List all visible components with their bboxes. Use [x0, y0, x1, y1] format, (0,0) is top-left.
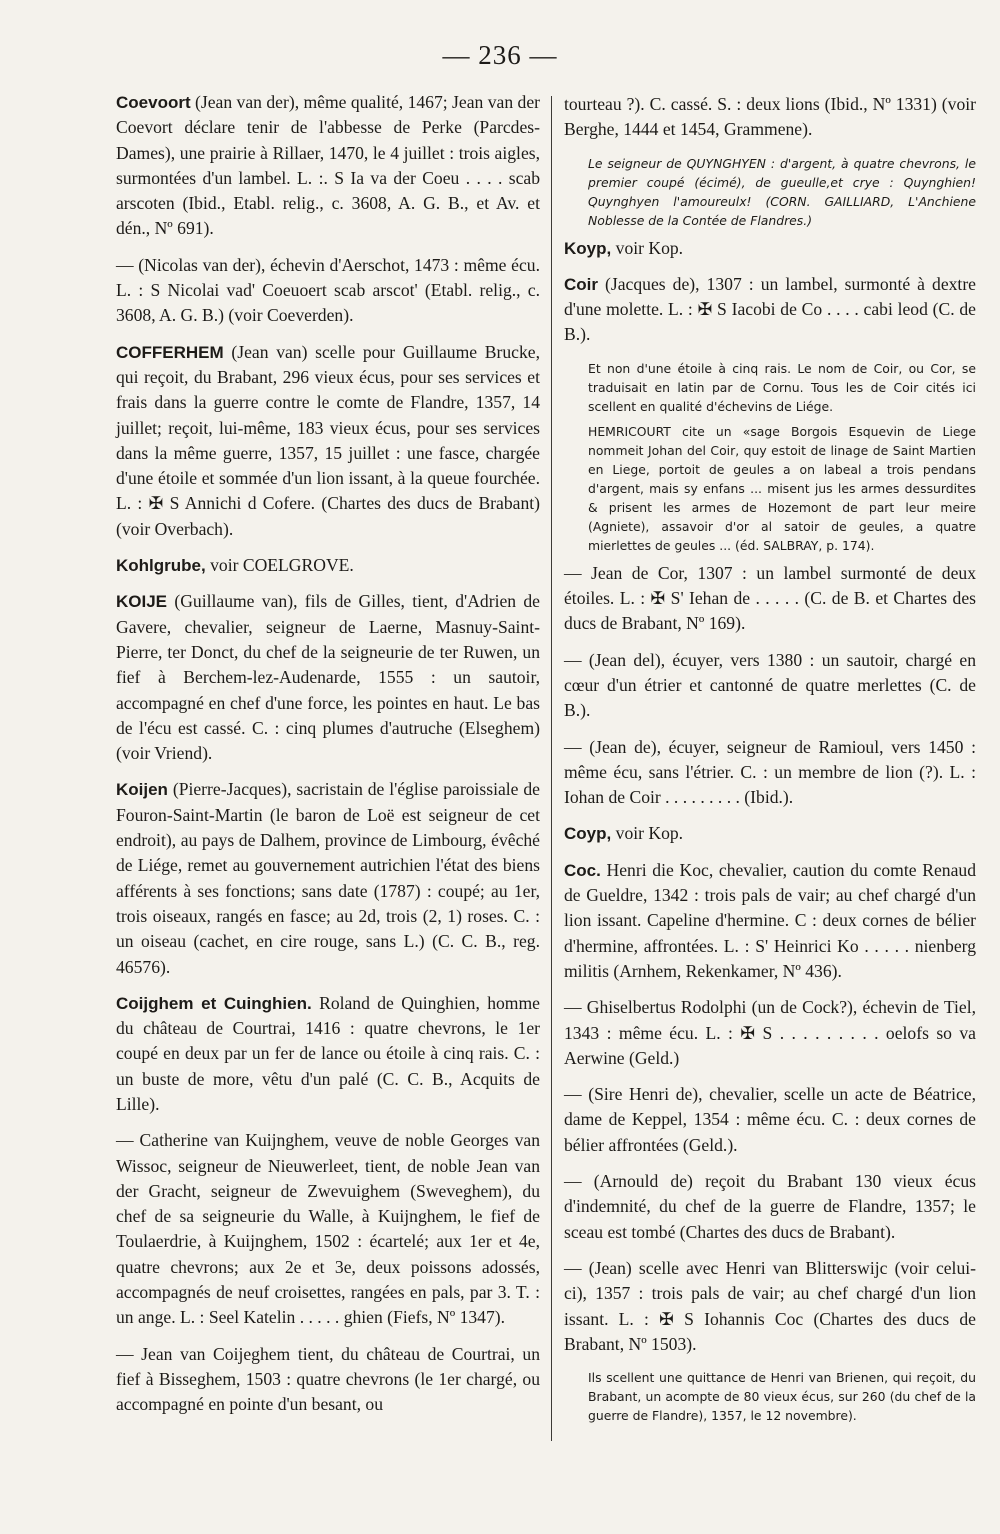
entry-lead: COFFERHEM [116, 342, 224, 362]
entry-coir [564, 272, 976, 348]
entry-text: Henri die Koc, chevalier, caution du comte Renaud de Gueldre, 1342 : trois pals de vair; au chef chargé d'un lion issant. Capeline d'hermine. C : deux cornes de bélier d'hermine, affrontées. L. : S' Heinrici Ko . . . . . nienberg militis (Arnhem, Rekenkamer, Nº 436). [564, 859, 976, 981]
entry-text: Roland de Quinghien, homme du château de Courtrai, 1416 : quatre chevrons, le 1er coupé en deux par un fer de lance ou étoile à cinq rais. C. : un buste de more, vêtu d'un palé (C. C. B., Acquits de Lille). [116, 992, 540, 1114]
entry-coyp [564, 821, 976, 846]
entry-lead: Kohlgrube, [116, 556, 206, 576]
entry-text: — Catherine van Kuijnghem, veuve de noble Georges van Wissoc, seigneur de Nieuwerleet, tient, de noble Jean van der Gracht, seigneur de Zwevuighem (Sweveghem), du chef de sa seigneurie du Walle, à Kuijnghem, le fief de Toulaerdrie, à Kuijnghem, 1502 : écartelé; aux 1er et 4e, quatre chevrons; aux 2e et 3e, deux poissons adossés, accompagnés de neuf croisettes, rangées en pals, par 3. T. : un ange. L. : Seel Katelin . . . . . ghien (Fiefs, Nº 1347). [116, 1130, 540, 1328]
entry-text: voir COELGROVE. [210, 555, 354, 576]
entry-coijghem [116, 991, 540, 1117]
entry-lead: Coc. [564, 860, 601, 880]
entry-catherine [116, 1128, 540, 1330]
entry-text: — Ghiselbertus Rodolphi (un de Cock?), échevin de Tiel, 1343 : même écu. L. : ✠ S . . . . . . . . . oelofs so va Aerwine (Geld.) [564, 997, 976, 1068]
footnote-hemricourt: HEMRICOURT cite un «sage Borgois Esquevin de Liege nommeit Johan del Coir, quy estoit de linage de Saint Martien en Liege, portoit de geules a on labeal a trois pendans d'argent, mais sy enfans ... misent jus les armes dessurdites & prisent les armes de Hozemont de part leur meire (Agniete), assavoir d'or al satoir de geules, a quatre mierlettes de geules ... (éd. SALBRAY, p. 174). [588, 423, 976, 553]
entry-continuation [564, 92, 976, 143]
footnote-quittance: Ils scellent une quittance de Henri van Brienen, qui reçoit, du Brabant, un acompte de 80 vieux écus, sur 260 (du chef de la guerre de Flandre), 1357, le 12 novembre). [588, 1370, 976, 1424]
entry-text: (Jean van) scelle pour Guillaume Brucke, qui reçoit, du Brabant, 296 vieux écus, pour ses services et frais dans la guerre contre le comte de Flandre, 1357, 14 juillet; reçoit, lui-même, 183 vieux écus, pour ses services dans la même guerre, 1357, 15 juillet : une fasce, chargée d'une étoile et sommée d'un lion issant, à la queue fourchée. L. : ✠ S Annichi d Cofere. (Chartes des ducs de Brabant) (voir Overbach). [116, 341, 540, 539]
entry-koijen [116, 777, 540, 979]
footnote-quynghyen: Le seigneur de QUYNGHYEN : d'argent, à quatre chevrons, le premier coupé (écimé), de gueulle,et crye : Quynghien! Quynghyen l'amoureulx! (CORN. GAILLIARD, L'Anchiene Noblesse de la Contée de Flandres.) [588, 155, 976, 228]
entry-jean-coc [564, 1256, 976, 1357]
entry-jean-coijeghem [116, 1342, 540, 1418]
entry-text: voir Kop. [615, 823, 684, 844]
entry-kohlgrube [116, 553, 540, 578]
entry-lead: KOIJE [116, 592, 168, 612]
entry-text: tourteau ?). C. cassé. S. : deux lions (Ibid., Nº 1331) (voir Berghe, 1444 et 1454, Grammene). [564, 94, 976, 140]
entry-text: (Jacques de), 1307 : un lambel, surmonté à dextre d'une molette. L. : ✠ S Iacobi de Co . . . . cabi leod (C. de B.). [564, 273, 976, 345]
entry-ghiselbertus [564, 995, 976, 1071]
entry-text: — (Nicolas van der), échevin d'Aerschot, 1473 : même écu. L. : S Nicolai vad' Coeuoert scab arscot' (Etabl. relig., c. 3608, A. G. B.) (voir Coeverden). [116, 254, 540, 326]
column-divider [551, 96, 552, 1441]
entry-text: (Pierre-Jacques), sacristain de l'église paroissiale de Fouron-Saint-Martin (le baron de Loë est seigneur de cet endroit), au pays de Dalhem, province de Limbourg, évêché de Liége, remet au gouvernement autrichien l'état des biens afférents à ses fonctions; sans date (1787) : coupé; au 1er, trois oiseaux, rangés en fasce; au 2d, trois (2, 1) roses. C. : un oiseau (cachet, en cire rouge, sans L.) (C. C. B., reg. 46576). [116, 779, 540, 977]
entry-coc [564, 858, 976, 984]
entry-lead: Coir [564, 274, 598, 294]
entry-text: — (Jean del), écuyer, vers 1380 : un sautoir, chargé en cœur d'un étrier et cantonné de quatre merlettes (C. de B.). [564, 649, 976, 721]
entry-lead: Koyp, [564, 238, 612, 258]
entry-text: (Guillaume van), fils de Gilles, tient, d'Adrien de Gavere, chevalier, seigneur de Laerne, Masnuy-Saint-Pierre, ter Donct, du chef de la seigneurie de ter Ruwen, un fief à Berchem-lez-Audenarde, 1555 : un sautoir, accompagné en chef d'une force, les pointes en haut. Le bas de l'écu est cassé. C. : cinq plumes d'autruche (Elseghem) (voir Vriend). [116, 591, 540, 764]
entry-text: — (Jean de), écuyer, seigneur de Ramioul, vers 1450 : même écu, sans l'étrier. C. : un membre de lion (?). L. : Iohan de Coir . . . . . . . . . (Ibid.). [564, 736, 976, 808]
entry-coevoort-nicolas [116, 253, 540, 329]
entry-cofferhem [116, 340, 540, 542]
entry-text: — Jean de Cor, 1307 : un lambel surmonté de deux étoiles. L. : ✠ S' Iehan de . . . . . (C. de B. et Chartes des ducs de Brabant, Nº 169). [564, 562, 976, 634]
entry-text: voir Kop. [615, 237, 684, 258]
entry-coevoort [116, 90, 540, 242]
page-number: — 236 — [442, 40, 558, 70]
entry-text: — (Sire Henri de), chevalier, scelle un acte de Béatrice, dame de Keppel, 1354 : même écu. C. : deux cornes de bélier affrontées (Geld.). [564, 1084, 976, 1155]
entry-koije [116, 589, 540, 766]
entry-lead: Coijghem et Cuinghien. [116, 993, 312, 1013]
entry-koyp [564, 236, 976, 261]
entry-arnould [564, 1169, 976, 1245]
entry-text: — (Jean) scelle avec Henri van Blitterswijc (voir celui-ci), 1357 : trois pals de vair; au chef chargé d'un lion issant. L. : ✠ S Iohannis Coc (Chartes des ducs de Brabant, Nº 1503). [564, 1257, 976, 1354]
entry-jean-de-cor [564, 561, 976, 637]
entry-text: — (Arnould de) reçoit du Brabant 130 vieux écus d'indemnité, du chef de la guerre de Flandre, 1357; le sceau est tombé (Chartes des ducs de Brabant). [564, 1171, 976, 1242]
entry-text: (Jean van der), même qualité, 1467; Jean van der Coevort déclare tenir de l'abbesse de Perke (Parcdes-Dames), une prairie à Rillaer, 1470, le 4 juillet : trois aigles, surmontées d'un lambel. L. :. S Ia va der Coeu . . . . scab arscoten (Ibid., Etabl. relig., c. 3608, A. G. B., et Av. et dén., Nº 691). [116, 92, 540, 239]
entry-lead: Coyp, [564, 824, 612, 844]
left-column [116, 90, 540, 1429]
footnote-coir-1: Et non d'une étoile à cinq rais. Le nom de Coir, ou Cor, se traduisait en latin par de Cornu. Tous les de Coir cités ici scellent en qualité d'échevins de Liége. [588, 360, 976, 414]
entry-jean-del [564, 648, 976, 724]
entry-sire-henri [564, 1082, 976, 1158]
entry-text: — Jean van Coijeghem tient, du château de Courtrai, un fief à Bisseghem, 1503 : quatre chevrons (le 1er chargé, ou accompagné en pointe d'un besant, ou [116, 1343, 540, 1415]
entry-lead: Coevoort [116, 93, 191, 112]
entry-jean-de-ramioul [564, 735, 976, 811]
entry-lead: Koijen [116, 780, 168, 800]
right-column [564, 92, 976, 1431]
